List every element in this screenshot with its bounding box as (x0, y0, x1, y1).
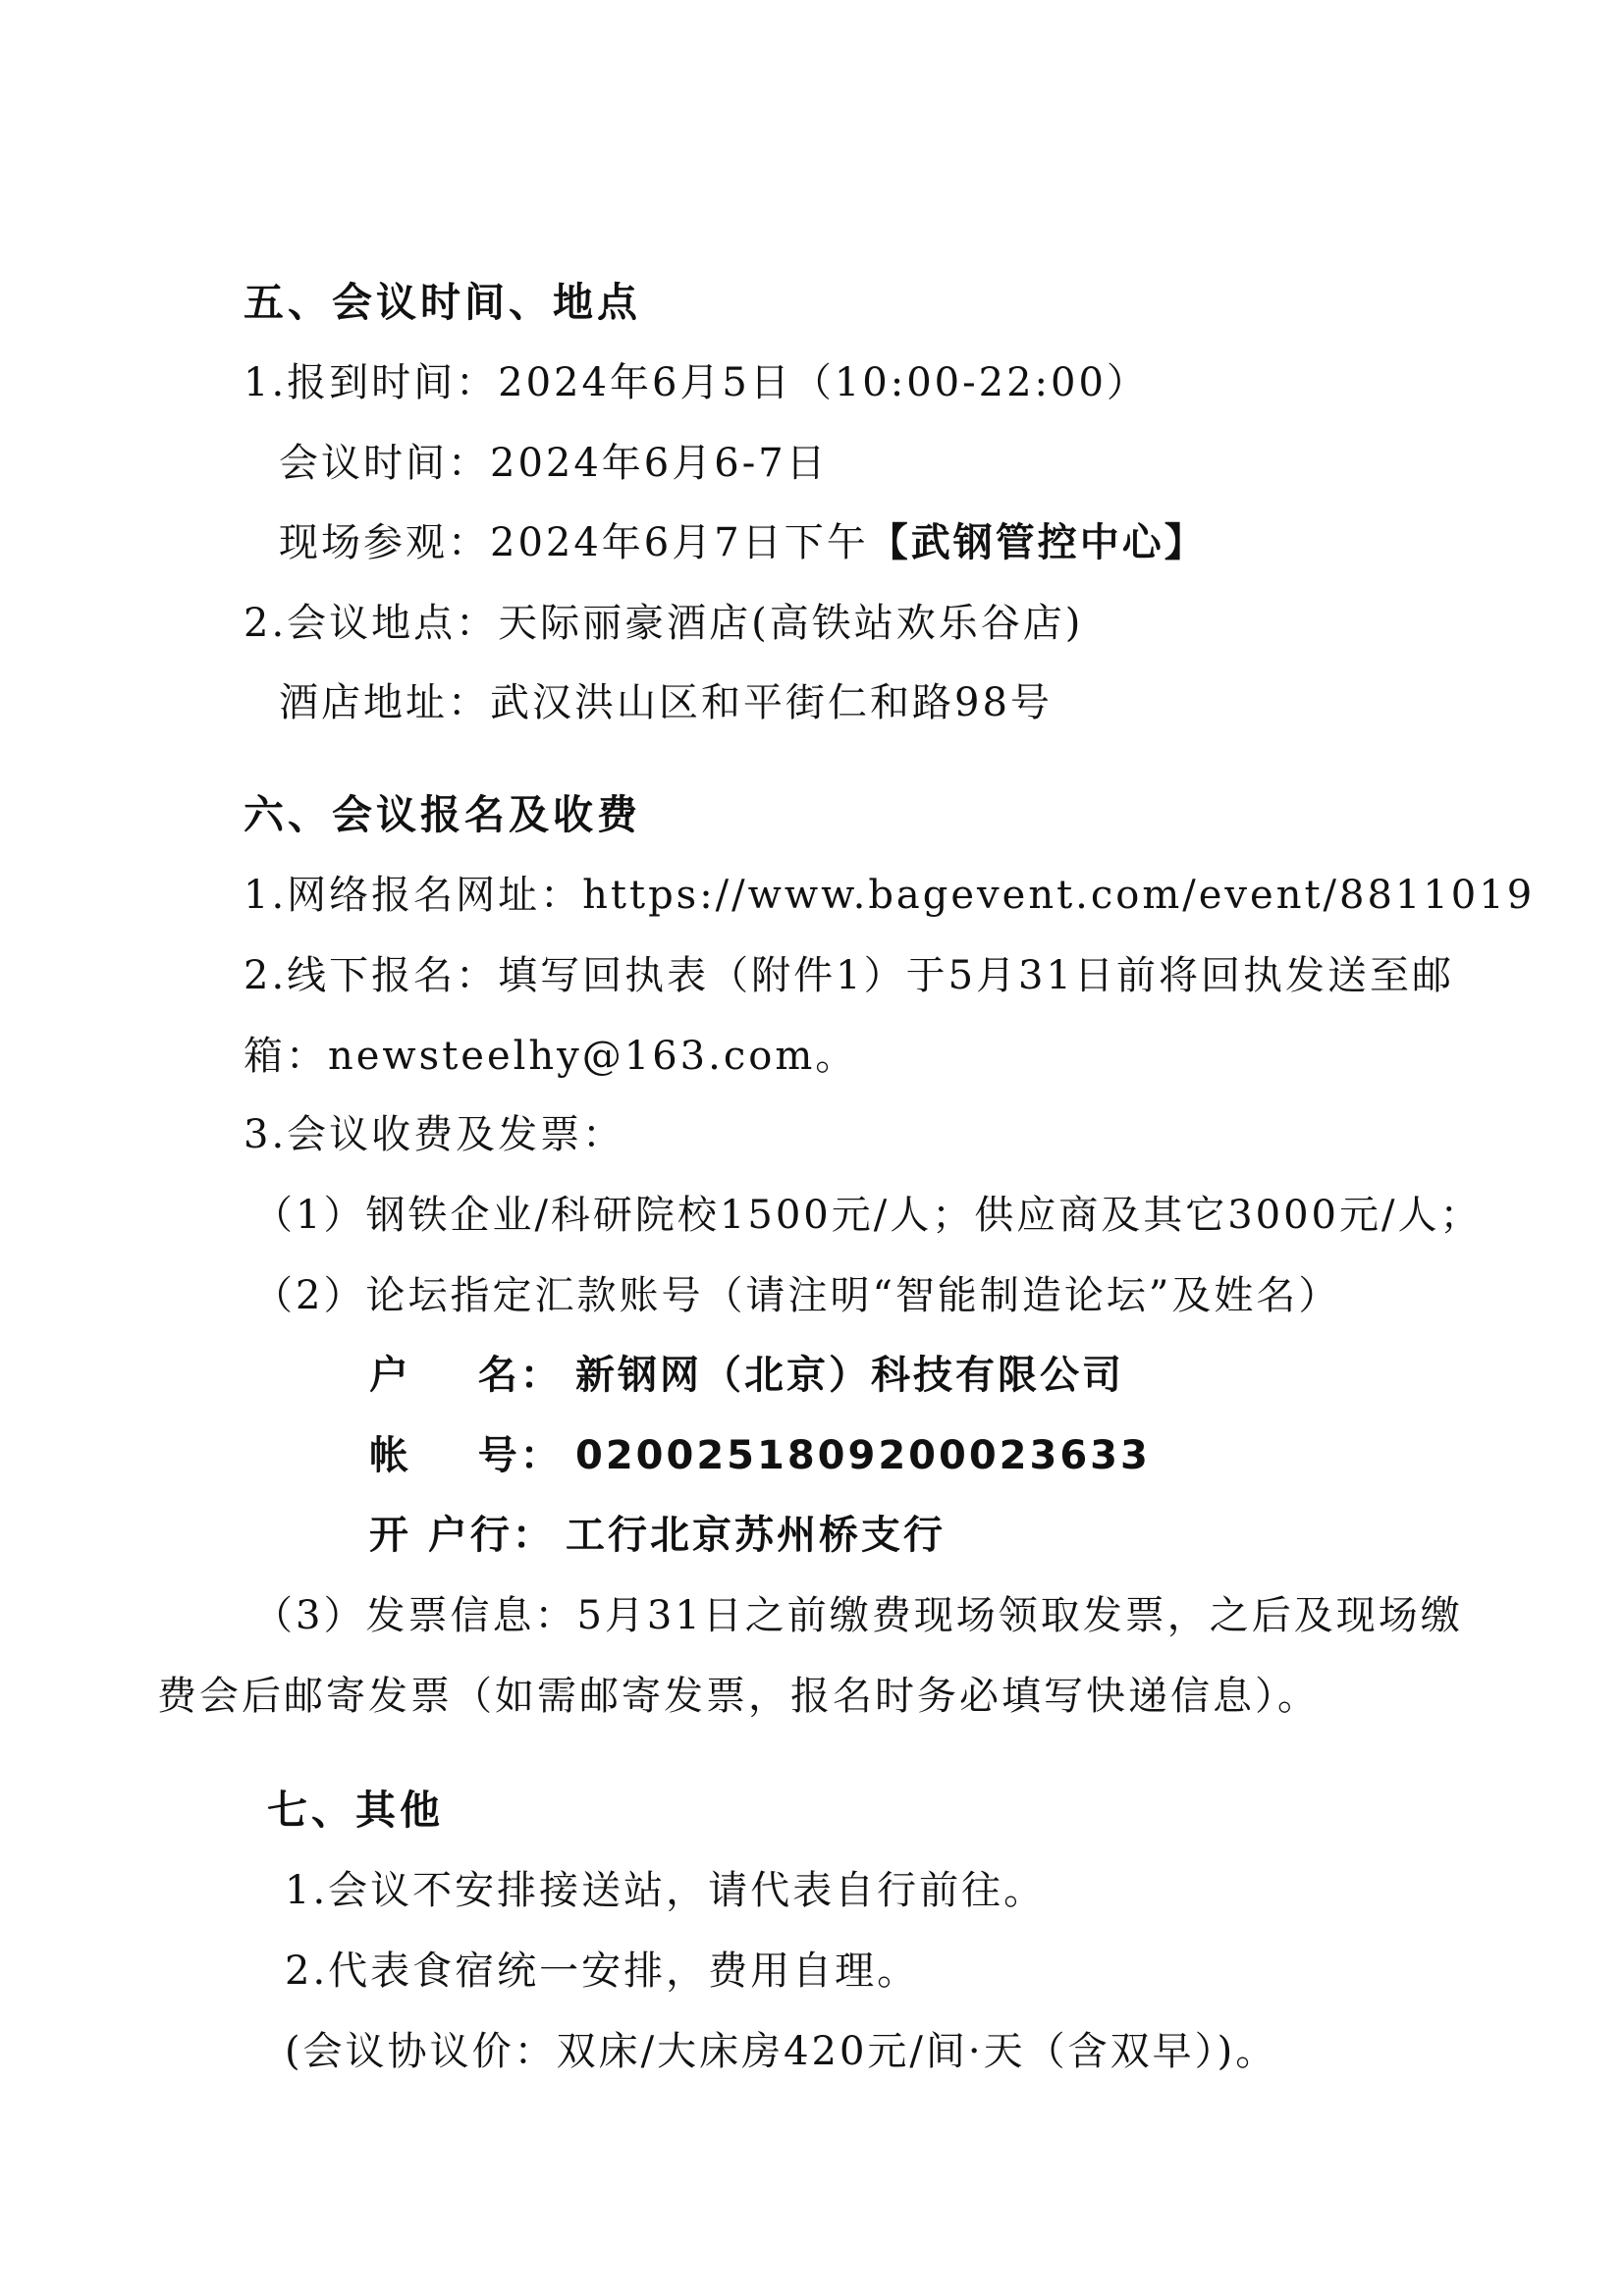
invoice-line2: 费会后邮寄发票（如需邮寄发票，报名时务必填写快递信息）。 (157, 1674, 1320, 1719)
meeting-time: 会议时间：2024年6月6-7日 (279, 441, 829, 486)
section7-heading: 七、其他 (267, 1787, 444, 1834)
invoice-line1: （3）发票信息：5月31日之前缴费现场领取发票，之后及现场缴 (253, 1593, 1463, 1638)
site-visit-place: 【武钢管控中心】 (868, 520, 1207, 565)
room-price: (会议协议价：双床/大床房420元/间·天（含双早）)。 (285, 2029, 1278, 2074)
account-name-label: 户 名： (369, 1353, 563, 1398)
fee-item-2: （2）论坛指定汇款账号（请注明“智能制造论坛”及姓名） (253, 1273, 1341, 1318)
offline-registration-line2: 箱：newsteelhy@163.com。 (244, 1034, 858, 1079)
account-name-row (369, 1348, 1124, 1403)
other-item-1: 1.会议不安排接送站，请代表自行前往。 (285, 1868, 1047, 1913)
account-bank-label: 开 户行： (369, 1513, 555, 1558)
account-number-row (369, 1428, 1151, 1483)
site-visit (279, 515, 1207, 570)
site-visit-prefix: 现场参观：2024年6月7日下午 (279, 520, 869, 565)
fees-title: 3.会议收费及发票： (244, 1112, 625, 1157)
online-registration: 1.网络报名网址：https://www.bagevent.com/event/8811019 (244, 873, 1536, 918)
account-number-value: 0200251809200023633 (575, 1433, 1151, 1478)
section5-heading: 五、会议时间、地点 (244, 279, 641, 326)
account-bank-row (369, 1508, 946, 1563)
account-name-value: 新钢网（北京）科技有限公司 (575, 1353, 1124, 1398)
account-number-label: 帐 号： (369, 1433, 563, 1478)
section6-heading: 六、会议报名及收费 (244, 791, 641, 838)
checkin-time: 1.报到时间：2024年6月5日（10:00-22:00） (244, 360, 1149, 405)
account-bank-value: 工行北京苏州桥支行 (566, 1513, 946, 1558)
meeting-venue: 2.会议地点：天际丽豪酒店(高铁站欢乐谷店) (244, 601, 1084, 646)
other-item-2: 2.代表食宿统一安排，费用自理。 (285, 1949, 920, 1994)
fee-item-1: （1）钢铁企业/科研院校1500元/人；供应商及其它3000元/人； (253, 1193, 1483, 1238)
offline-registration-line1: 2.线下报名：填写回执表（附件1）于5月31日前将回执发送至邮 (244, 953, 1454, 998)
hotel-address: 酒店地址：武汉洪山区和平街仁和路98号 (279, 680, 1053, 725)
